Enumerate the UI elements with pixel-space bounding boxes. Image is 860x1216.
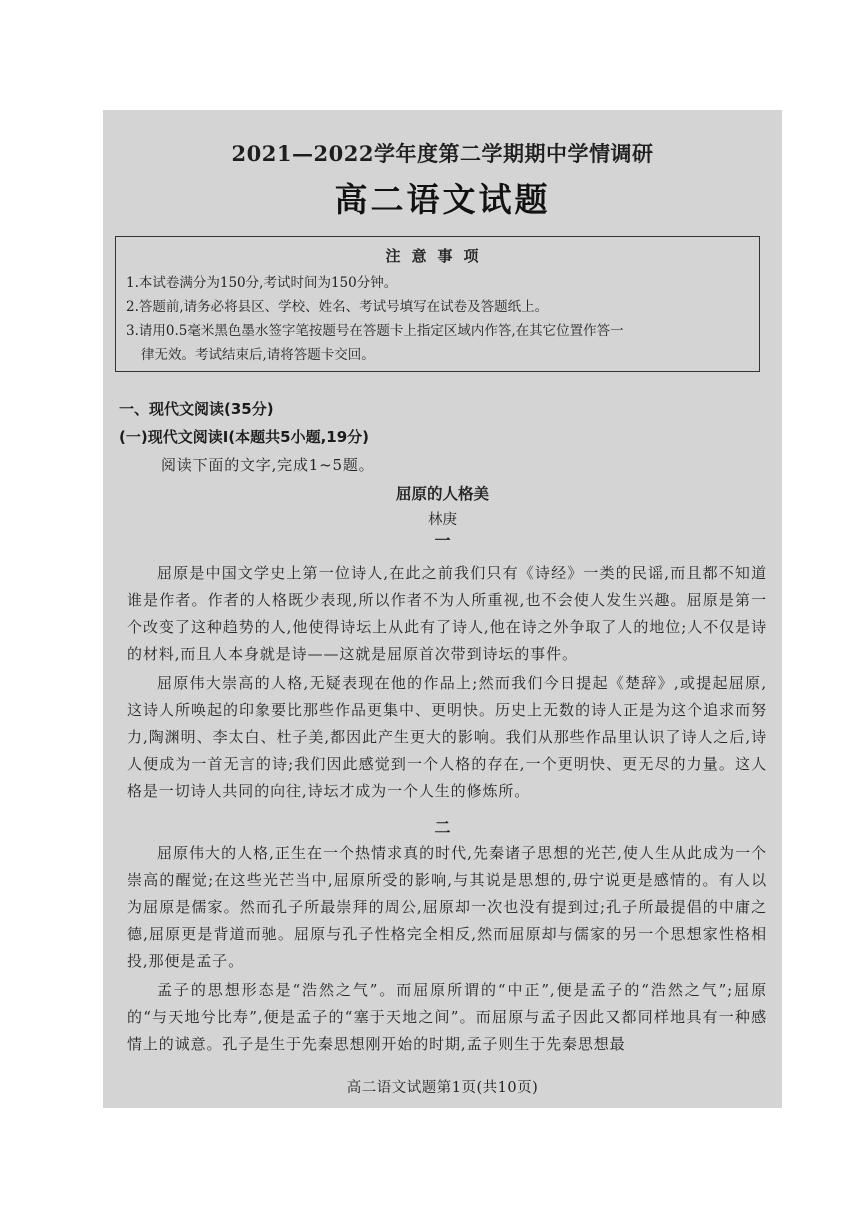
- notice-item-3: 3.请用0.5毫米黑色墨水签字笔按题号在答题卡上指定区域内作答,在其它位置作答一: [126, 323, 624, 339]
- notice-title: 注意事项: [385, 247, 490, 265]
- page-footer: 高二语文试题第1页(共10页): [346, 1080, 539, 1096]
- subsection-heading: (一)现代文阅读I(本题共5小题,19分): [119, 428, 370, 446]
- exam-name: 2021—2022学年度第二学期期中学情调研: [231, 141, 654, 166]
- exam-title: 高二语文试题: [334, 180, 551, 219]
- reading-instruction: 阅读下面的文字,完成1~5题。: [161, 456, 375, 474]
- article-part-one: [127, 560, 767, 807]
- notice-item-1: 1.本试卷满分为150分,考试时间为150分钟。: [126, 275, 398, 291]
- article-title: 屈原的人格美: [395, 485, 489, 503]
- article-paragraph: 孟子的思想形态是“浩然之气”。而屈原所谓的“中正”,便是孟子的“浩然之气”;屈原的“与天地兮比寿”,便是孟子的“塞于天地之间”。而屈原与孟子因此又都同样地具有一种感情上的诚意。孔子是生于先秦思想刚开始的时期,孟子则生于先秦思想最: [127, 981, 767, 1053]
- notice-item-3-continued: 律无效。考试结束后,请将答题卡交回。: [141, 347, 375, 363]
- notice-item-2: 2.答题前,请务必将县区、学校、姓名、考试号填写在试卷及答题纸上。: [126, 299, 549, 315]
- notice-box: [115, 236, 760, 372]
- part-number-one: 一: [434, 531, 451, 550]
- article-part-two: [127, 840, 767, 1060]
- part-number-two: 二: [434, 818, 451, 837]
- article-paragraph: 屈原伟大崇高的人格,无疑表现在他的作品上;然而我们今日提起《楚辞》,或提起屈原,这诗人所唤起的印象要比那些作品更集中、更明快。历史上无数的诗人正是为这个追求而努力,陶渊明、李太白、杜子美,都因此产生更大的影响。我们从那些作品里认识了诗人之后,诗人便成为一首无言的诗;我们因此感觉到一个人格的存在,一个更明快、更无尽的力量。这人格是一切诗人共同的向往,诗坛才成为一个人生的修炼所。: [127, 674, 767, 800]
- section-heading: 一、现代文阅读(35分): [119, 400, 274, 418]
- article-paragraph: 屈原是中国文学史上第一位诗人,在此之前我们只有《诗经》一类的民谣,而且都不知道谁是作者。作者的人格既少表现,所以作者不为人所重视,也不会使人发生兴趣。屈原是第一个改变了这种趋势的人,他使得诗坛上从此有了诗人,他在诗之外争取了人的地位;人不仅是诗的材料,而且人本身就是诗——这就是屈原首次带到诗坛的事件。: [127, 564, 767, 663]
- article-author: 林庚: [428, 512, 457, 528]
- exam-paper: [103, 110, 782, 1108]
- article-paragraph: 屈原伟大的人格,正生在一个热情求真的时代,先秦诸子思想的光芒,使人生从此成为一个崇高的醒觉;在这些光芒当中,屈原所受的影响,与其说是思想的,毋宁说更是感情的。有人以为屈原是儒家。然而孔子所最崇拜的周公,屈原却一次也没有提到过;孔子所最提倡的中庸之德,屈原更是背道而驰。屈原与孔子性格完全相反,然而屈原却与儒家的另一个思想家性格相投,那便是孟子。: [127, 844, 767, 970]
